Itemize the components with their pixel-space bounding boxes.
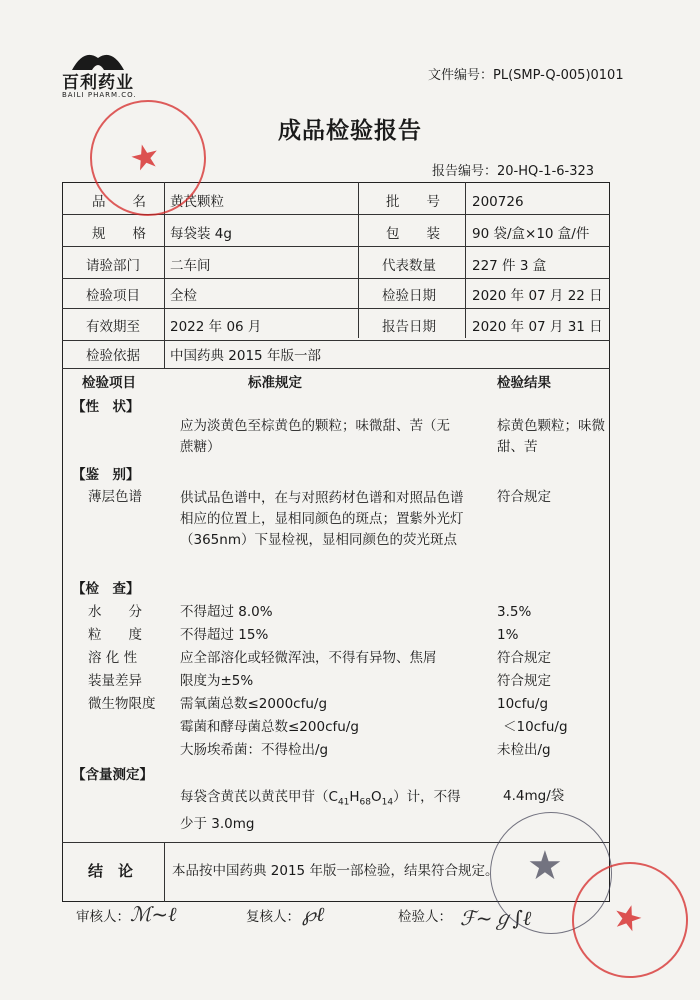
basis-label: 检验依据 <box>86 348 140 364</box>
pack-label: 包 装 <box>386 226 440 242</box>
check-standard: 需氧菌总数≤2000cfu/g <box>180 696 328 712</box>
check-standard: 限度为±5% <box>180 673 254 689</box>
report-date-value: 2020 年 07 月 31 日 <box>472 319 603 335</box>
check-standard: 不得超过 15% <box>180 627 269 643</box>
appearance-standard: 应为淡黄色至棕黄色的颗粒；味微甜、苦（无蔗糖） <box>180 418 450 455</box>
check-result: 符合规定 <box>497 650 551 666</box>
expiry-value: 2022 年 06 月 <box>170 319 262 335</box>
file-number: 文件编号：PL(SMP-Q-005)0101 <box>428 68 624 83</box>
spec-value: 每袋装 4g <box>170 226 232 242</box>
section-check: 【检 查】 <box>72 581 140 597</box>
check-name: 粒 度 <box>88 627 142 643</box>
product-value: 黄芪颗粒 <box>170 194 224 210</box>
check-result: 1% <box>497 627 519 643</box>
section-appearance: 【性 状】 <box>72 399 140 415</box>
company-logo <box>62 48 142 99</box>
inspector-signature: ℱ~ℊ∫ℓ <box>460 906 532 930</box>
test-item-label: 检验项目 <box>86 288 140 304</box>
basis-value: 中国药典 2015 年版一部 <box>170 348 321 364</box>
batch-label: 批 号 <box>386 194 440 210</box>
rechecker-signature: ℘ℓ <box>302 902 325 926</box>
company-name-cn: 百利药业 <box>62 73 134 93</box>
test-date-value: 2020 年 07 月 22 日 <box>472 288 603 304</box>
conclusion-text: 本品按中国药典 2015 年版一部检验，结果符合规定。 <box>172 863 499 879</box>
check-standard: 不得超过 8.0% <box>180 604 273 620</box>
assay-result: 4.4mg/袋 <box>503 788 565 804</box>
tlc-result: 符合规定 <box>497 489 551 505</box>
section-identification: 【鉴 别】 <box>72 467 140 483</box>
check-name: 装量差异 <box>88 673 142 689</box>
star-icon: ★ <box>125 134 165 181</box>
report-title: 成品检验报告 <box>278 118 422 144</box>
product-label: 品 名 <box>92 194 146 210</box>
divider <box>62 308 610 309</box>
rechecker-label: 复核人： <box>246 909 300 925</box>
header-result: 检验结果 <box>497 375 551 391</box>
check-result: 未检出/g <box>497 742 551 758</box>
divider <box>358 182 359 338</box>
batch-value: 200726 <box>472 194 524 210</box>
check-standard: 霉菌和酵母菌总数≤200cfu/g <box>180 719 359 735</box>
appearance-result: 棕黄色颗粒；味微甜、苦 <box>497 418 605 455</box>
expiry-label: 有效期至 <box>86 319 140 335</box>
check-standard: 大肠埃希菌：不得检出/g <box>180 742 329 758</box>
company-name-en: BAILI PHARM.CO. <box>62 91 137 99</box>
tlc-standard: 供试品色谱中，在与对照药材色谱和对照品色谱相应的位置上，显相同颜色的斑点；置紫外光灯（365nm）下显检视，显相同颜色的荧光斑点 <box>180 490 464 548</box>
assay-standard: 每袋含黄芪以黄芪甲苷$(C_{41}H_{68}O_{14})$计，不得少于 3.0mg <box>180 789 461 832</box>
star-icon: ★ <box>607 894 648 942</box>
tlc-label: 薄层色谱 <box>88 489 142 505</box>
check-result: ＜10cfu/g <box>503 719 568 735</box>
qty-value: 227 件 3 盒 <box>472 258 547 274</box>
qty-label: 代表数量 <box>382 258 436 274</box>
check-result: 3.5% <box>497 604 532 620</box>
section-assay: 【含量测定】 <box>72 767 153 783</box>
check-result: 符合规定 <box>497 673 551 689</box>
divider <box>62 278 610 279</box>
divider <box>164 842 165 902</box>
star-icon: ★ <box>527 843 563 889</box>
inspector-label: 检验人： <box>398 909 452 925</box>
mountain-logo-icon <box>70 48 126 70</box>
divider <box>62 246 610 247</box>
test-date-label: 检验日期 <box>382 288 436 304</box>
check-standard: 应全部溶化或轻微浑浊，不得有异物、焦屑 <box>180 650 437 666</box>
reviewer-signature: ℳ~ℓ <box>130 902 177 926</box>
check-name: 微生物限度 <box>88 696 156 712</box>
report-date-label: 报告日期 <box>382 319 436 335</box>
check-name: 溶 化 性 <box>88 650 138 666</box>
pack-value: 90 袋/盒×10 盒/件 <box>472 226 590 242</box>
test-item-value: 全检 <box>170 288 197 304</box>
divider <box>62 340 610 341</box>
divider <box>62 368 610 369</box>
header-test-item: 检验项目 <box>82 375 136 391</box>
divider <box>465 182 466 338</box>
report-number: 报告编号：20-HQ-1-6-323 <box>432 164 595 179</box>
check-result: 10cfu/g <box>497 696 549 712</box>
reviewer-label: 审核人： <box>76 909 130 925</box>
dept-value: 二车间 <box>170 258 211 274</box>
conclusion-label: 结 论 <box>88 862 134 880</box>
spec-label: 规 格 <box>92 226 146 242</box>
header-standard: 标准规定 <box>248 375 302 391</box>
dept-label: 请验部门 <box>86 258 140 274</box>
check-name: 水 分 <box>88 604 142 620</box>
